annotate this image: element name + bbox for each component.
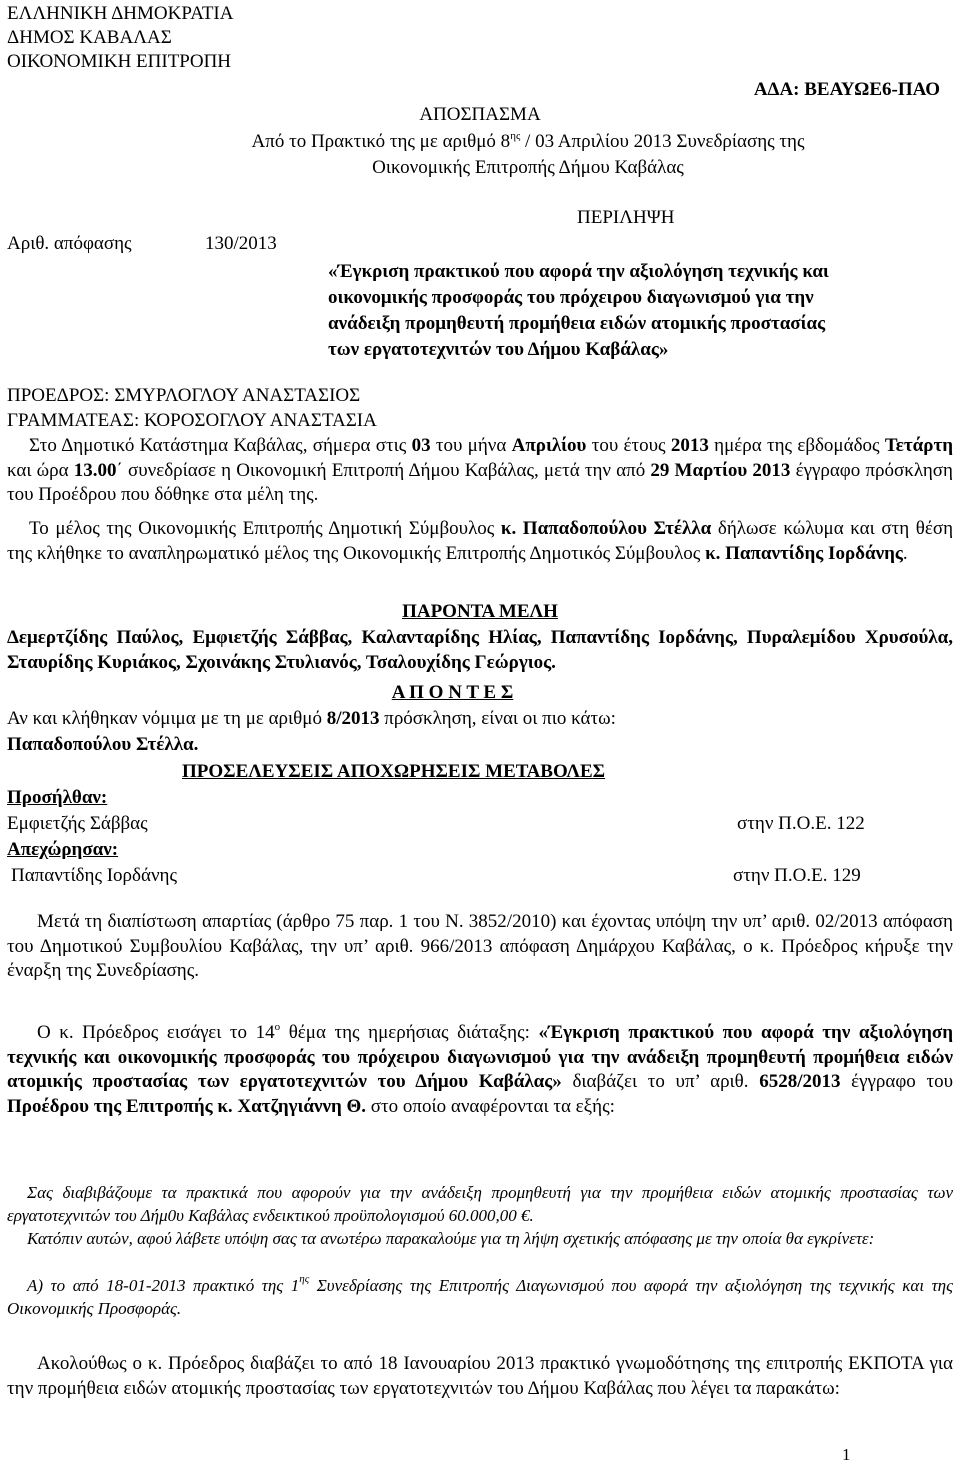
summary-line: των εργατοτεχνιτών του Δήμου Καβάλας»: [328, 339, 669, 360]
arrived-item: στην Π.Ο.Ε. 122: [737, 813, 865, 834]
absent-names: Παπαδοπούλου Στέλλα.: [7, 734, 199, 755]
president: ΠΡΟΕΔΡΟΣ: ΣΜΥΡΛΟΓΛΟΥ ΑΝΑΣΤΑΣΙΟΣ: [7, 385, 361, 406]
summary-line: οικονομικής προσφοράς του πρόχειρου διαγωνισμού για την: [328, 287, 814, 308]
decision-label: Αριθ. απόφασης: [7, 233, 132, 254]
quorum-paragraph: Μετά τη διαπίστωση απαρτίας (άρθρο 75 παρ. 1 του Ν. 3852/2010) και έχοντας υπόψη την υπ’ αριθ. 02/2013 απόφαση του Δημοτικού Συμβουλίου Καβάλας, την υπ’ αριθ. 966/2013 απόφαση Δημάρχου Καβάλας, ο κ. Πρόεδρος κήρυξε την έναρξη της Συνεδρίασης.: [7, 911, 953, 982]
summary-heading: ΠΕΡΙΛΗΨΗ: [577, 207, 675, 228]
absent-heading: Α Π Ο Ν Τ Ε Σ: [391, 682, 514, 703]
present-heading: ΠΑΡΟΝΤΑ ΜΕΛΗ: [402, 601, 558, 622]
intro-paragraph: Στο Δημοτικό Κατάστημα Καβάλας, σήμερα στις 03 του μήνα Απριλίου του έτους 2013 ημέρα της εβδομάδος Τετάρτη και ώρα 13.00΄ συνεδρίασε η Οικονομική Επιτροπή Δήμου Καβάλας, μετά την από 29 Μαρτίου 2013 έγγραφο πρόσκληση του Προέδρου που δόθηκε στα μέλη της.: [7, 435, 953, 506]
quote-item-a: Α) το από 18-01-2013 πρακτικό της $1^{\eta\varsigma}$ Συνεδρίασης της Επιτροπής Διαγωνισμού που αφορά την αξιολόγηση της τεχνικής και της Οικονομικής Προσφοράς.: [7, 1273, 953, 1319]
minutes-reference: Από το Πρακτικό της με αριθμό $8^{\eta\varsigma} / 03$ Απριλίου 2013 Συνεδρίασης της: [251, 130, 805, 152]
left-name: Παπαντίδης Ιορδάνης: [11, 865, 177, 886]
left-item: στην Π.Ο.Ε. 129: [733, 865, 861, 886]
left-label: Απεχώρησαν:: [7, 839, 119, 860]
present-members: Δεμερτζίδης Παύλος, Εμφιετζής Σάββας, Καλανταρίδης Ηλίας, Παπαντίδης Ιορδάνης, Πυραλεμίδου Χρυσούλα, Σταυρίδης Κυριάκος, Σχοινάκης Στυλιανός, Τσαλουχίδης Γεώργιος.: [7, 627, 953, 673]
secretary: ΓΡΑΜΜΑΤΕΑΣ: ΚΟΡΟΣΟΓΛΟΥ ΑΝΑΣΤΑΣΙΑ: [7, 410, 377, 431]
arrived-label: Προσήλθαν:: [7, 787, 108, 808]
summary-line: ανάδειξη προμηθευτή προμήθεια ειδών ατομικής προστασίας: [328, 313, 826, 334]
quote-paragraph: Σας διαβιβάζουμε τα πρακτικά που αφορούν για την ανάδειξη προμηθευτή για την προμήθεια ειδών ατομικής προστασίας των εργατοτεχνιτών του Δήμ0υ Καβάλας ενδεικτικού προϋπολογισμού 60.000,00 €.: [7, 1183, 953, 1226]
summary-line: «Έγκριση πρακτικού που αφορά την αξιολόγηση τεχνικής και: [328, 261, 829, 282]
followup-paragraph: Ακολούθως ο κ. Πρόεδρος διαβάζει το από 18 Ιανουαρίου 2013 πρακτικό γνωμοδότησης της επιτροπής ΕΚΠΟΤΑ για την προμήθεια ειδών ατομικής προστασίας των εργατοτεχνιτών του Δήμου Καβάλας που λέγει τα παρακάτω:: [7, 1353, 953, 1399]
header-line-municipality: ΔΗΜΟΣ ΚΑΒΑΛΑΣ: [7, 27, 172, 48]
impediment-paragraph: Το μέλος της Οικονομικής Επιτροπής Δημοτική Σύμβουλος κ. Παπαδοπούλου Στέλλα δήλωσε κώλυμα και στη θέση της κλήθηκε το αναπληρωματικό μέλος της Οικονομικής Επιτροπής Δημοτικός Σύμβουλος κ. Παπαντίδης Ιορδάνης.: [7, 518, 954, 564]
page-number: 1: [842, 1445, 851, 1464]
apospasma-title: ΑΠΟΣΠΑΣΜΑ: [419, 104, 541, 125]
changes-heading: ΠΡΟΣΕΛΕΥΣΕΙΣ ΑΠΟΧΩΡΗΣΕΙΣ ΜΕΤΑΒΟΛΕΣ: [182, 761, 606, 782]
header-line-committee: ΟΙΚΟΝΟΜΙΚΗ ΕΠΙΤΡΟΠΗ: [7, 51, 232, 72]
decision-number: 130/2013: [205, 233, 277, 254]
arrived-name: Εμφιετζής Σάββας: [7, 813, 148, 834]
header-line-republic: ΕΛΛΗΝΙΚΗ ΔΗΜΟΚΡΑΤΙΑ: [7, 3, 234, 24]
quote-paragraph: Κατόπιν αυτών, αφού λάβετε υπόψη σας τα ανωτέρω παρακαλούμε για τη λήψη σχετικής απόφασης με την οποία θα εγκρίνετε:: [27, 1229, 875, 1248]
ada-code: ΑΔΑ: ΒΕΑΥΩΕ6-ΠΑΟ: [753, 79, 940, 100]
agenda-paragraph: Ο κ. Πρόεδρος εισάγει το $14^o$ θέμα της ημερήσιας διάταξης: «Έγκριση πρακτικού που αφορά την αξιολόγηση τεχνικής και οικονομικής προσφοράς του πρόχειρου διαγωνισμού για την ανάδειξη προμηθευτή προμήθεια ειδών ατομικής προστασίας των εργατοτεχνιτών του Δήμου Καβάλας» διαβάζει το υπ’ αριθ. 6528/2013 έγγραφο του Προέδρου της Επιτροπής κ. Χατζηγιάννη Θ. στο οποίο αναφέρονται τα εξής:: [7, 1021, 954, 1117]
absent-intro: Αν και κλήθηκαν νόμιμα με τη με αριθμό 8/2013 πρόσκληση, είναι οι πιο κάτω:: [7, 708, 616, 729]
minutes-committee: Οικονομικής Επιτροπής Δήμου Καβάλας: [372, 157, 684, 178]
